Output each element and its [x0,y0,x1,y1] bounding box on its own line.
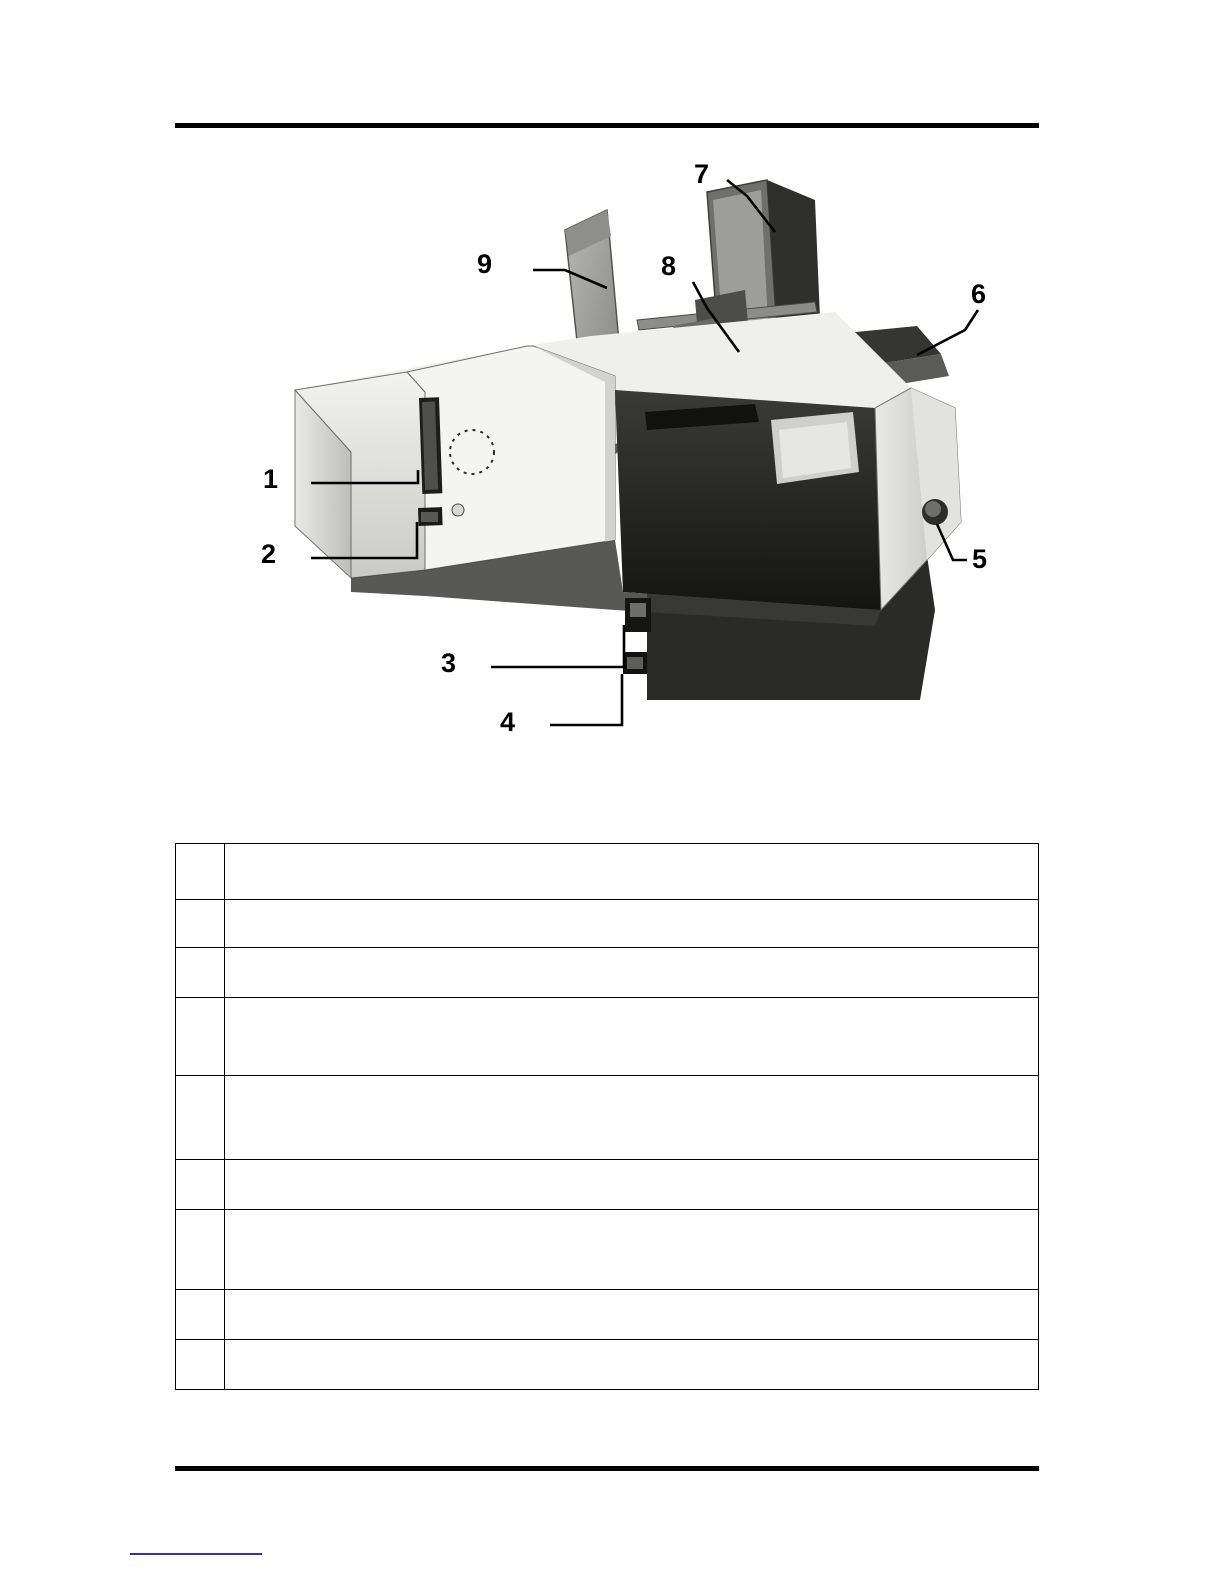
callout-2: 2 [261,539,277,569]
callout-5: 5 [972,544,988,574]
footer-link-underline[interactable] [130,1553,262,1555]
row-description [225,844,1039,900]
row-number [176,844,225,900]
row-number [176,1290,225,1340]
table-row [176,1340,1039,1390]
table-row [176,1160,1039,1210]
machine-illustration [175,140,1039,800]
row-number [176,900,225,948]
table-row [176,900,1039,948]
parts-list-table [175,843,1039,1390]
table-row [176,948,1039,998]
table-row [176,1290,1039,1340]
row-description [225,948,1039,998]
row-number [176,1160,225,1210]
callout-9: 9 [477,249,493,279]
row-description [225,998,1039,1076]
row-description [225,900,1039,948]
table-row [176,844,1039,900]
row-description [225,1160,1039,1210]
header-rule [175,123,1039,128]
row-description [225,1340,1039,1390]
row-description [225,1290,1039,1340]
row-description [225,1076,1039,1160]
callout-4: 4 [500,707,516,737]
callout-7: 7 [694,159,710,189]
power-inlet [623,652,647,674]
table-row [176,1210,1039,1290]
table-row [176,998,1039,1076]
callout-6: 6 [971,279,987,309]
callout-1: 1 [263,464,279,494]
row-number [176,1076,225,1160]
table-row [176,1076,1039,1160]
row-number [176,998,225,1076]
adjust-knob [922,499,948,525]
row-number [176,1340,225,1390]
callout-3: 3 [441,648,457,678]
row-description [225,1210,1039,1290]
row-number [176,948,225,998]
power-switch [625,598,651,632]
callout-8: 8 [661,251,677,281]
footer-rule [175,1466,1039,1471]
machine-drawing [175,140,1039,800]
row-number [176,1210,225,1290]
